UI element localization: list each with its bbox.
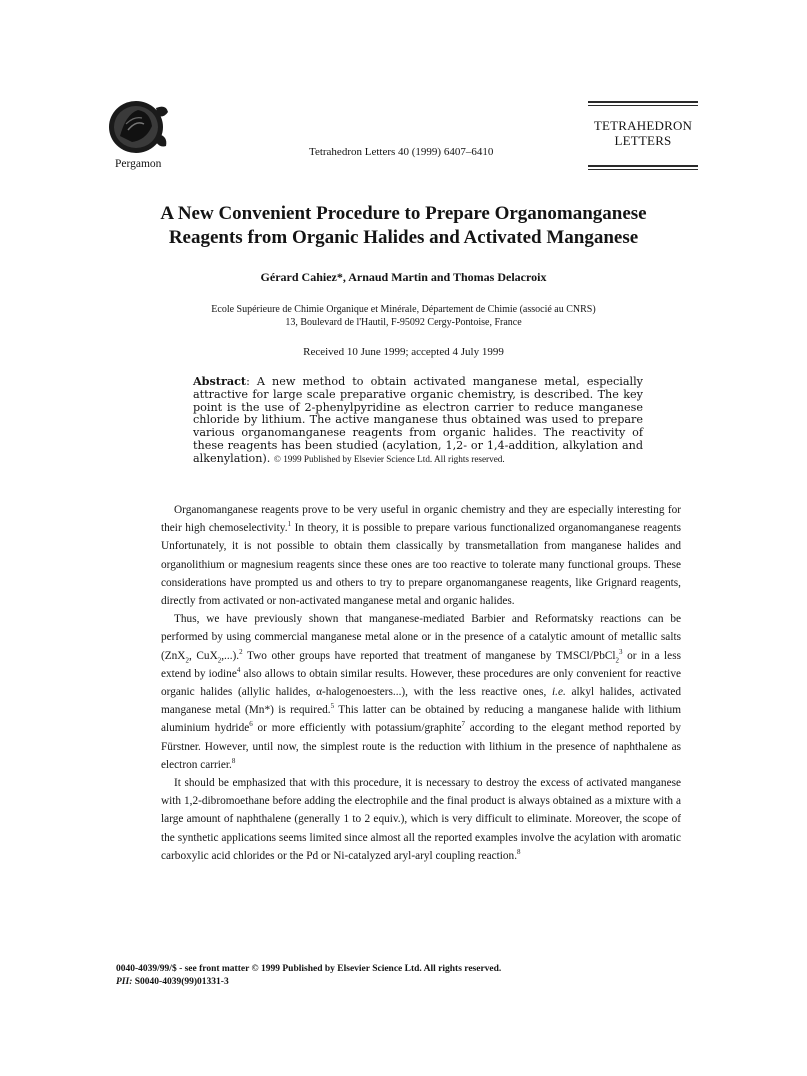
- pii-value: S0040-4039(99)01331-3: [132, 977, 229, 987]
- reference-marker: 2: [239, 647, 243, 656]
- reference-marker: 3: [619, 647, 623, 656]
- abstract-copyright: © 1999 Published by Elsevier Science Ltd. All rights reserved.: [273, 453, 505, 464]
- text-run: Organomanganese reagents prove to be very useful in organic chemistry and they are especially interesting for their high chemoselectivity.: [161, 504, 681, 535]
- reference-marker: 6: [249, 720, 253, 729]
- text-run: It should be emphasized that with this procedure, it is necessary to destroy the excess of activated manganese with 1,2-dibromoethane before adding the electrophile and the final product is always obtained as a mixture with a large amount of naphthalene (generally 1 to 2 equiv.), which is very difficult to eliminate. Moreover, the scope of the synthetic applications seems limited since almost all the reported examples involve the acylation with aromatic carboxylic acid chlorides or the Pd or Ni-catalyzed aryl-aryl coupling reaction.: [161, 777, 681, 862]
- footer: [116, 963, 501, 989]
- text-run: Thus, we have previously shown that manganese-mediated Barbier and Reformatsky reactions can be performed by using commercial manganese metal alone or in the presence of a catalytic amount of metallic salts (ZnX: [161, 613, 681, 662]
- text-run: Two other groups have reported that treatment of manganese by TMSCl/PbCl: [242, 649, 616, 662]
- title-line-1: A New Convenient Procedure to Prepare Organomanganese: [160, 203, 647, 224]
- article-body: [161, 501, 681, 865]
- text-run: alkyl halides, activated manganese metal (Mn*) is required.: [161, 686, 682, 717]
- reference-marker: 1: [287, 520, 292, 529]
- abstract-label: Abstract: [193, 374, 247, 388]
- article-title: [100, 202, 707, 250]
- text-run: also allows to obtain similar results. However, these procedures are only convenient for reactive organic halides (allylic halides, α-halogenoesters...), with the less reactive ones,: [161, 667, 681, 699]
- paragraph-2: [161, 610, 681, 774]
- italic-ie: i.e.: [552, 686, 566, 699]
- reference-marker: 5: [330, 702, 335, 711]
- subscript: 2: [185, 655, 189, 664]
- journal-citation: Tetrahedron Letters 40 (1999) 6407–6410: [309, 146, 494, 158]
- affiliation-line-1: Ecole Supérieure de Chimie Organique et Minérale, Département de Chimie (associé au CNRS): [211, 304, 596, 315]
- abstract-text: : A new method to obtain activated manganese metal, especially attractive for large scale preparative organic chemistry, is described. The key point is the use of 2-phenylpyridine as electron carrier to reduce manganese chloride by lithium. The active manganese thus obtained was used to prepare various organomanganese reagents from organic halides. The reactivity of these reagents has been studied (acylation, 1,2- or 1,4-addition, alkylation and alkenylation).: [193, 375, 643, 465]
- text-run: This latter can be obtained by reducing a manganese halide with lithium aluminium hydride: [161, 704, 681, 735]
- reference-marker: 4: [236, 666, 241, 675]
- reference-marker: 8: [517, 848, 521, 857]
- text-run: or in a less extend by iodine: [161, 649, 681, 680]
- received-dates: Received 10 June 1999; accepted 4 July 1999: [303, 346, 504, 358]
- text-run: according to the elegant method reported by Fürstner. However, until now, the simplest route is the reduction with lithium in the presence of naphthalene as electron carrier.: [161, 722, 681, 771]
- footer-pii: [116, 976, 501, 989]
- affiliation-line-2: 13, Boulevard de l'Hautil, F-95092 Cergy-Pontoise, France: [285, 317, 522, 328]
- journal-name: [588, 118, 698, 148]
- reference-marker: 8: [231, 757, 236, 766]
- paragraph-1: [161, 501, 681, 610]
- text-run: , CuX: [188, 649, 218, 662]
- header-rule-bottom: [588, 165, 698, 167]
- header-rule-top-2: [588, 105, 698, 106]
- subscript: 2: [217, 655, 222, 664]
- reference-marker: 7: [461, 720, 465, 729]
- publisher-name: Pergamon: [115, 158, 162, 170]
- subscript: 2: [615, 655, 620, 664]
- header-rule-top: [588, 101, 698, 103]
- paragraph-3: [161, 774, 681, 865]
- affiliation: [100, 303, 707, 329]
- journal-name-line2: LETTERS: [614, 133, 672, 148]
- pii-label: PII:: [116, 977, 133, 987]
- journal-name-line1: TETRAHEDRON: [593, 118, 693, 133]
- text-run: In theory, it is possible to prepare various functionalized organomanganese reagents Unfortunately, it is not possible to obtain them classically by transmetallation from manganese halides and organolithium or magnesium reagents since these ones are too reactive to tolerate many functional groups. These considerations have prompted us and others to try to prepare organomanganese reagents, like Grignard reagents, directly from activated or non-activated manganese metal and organic halides.: [161, 522, 681, 608]
- title-line-2: Reagents from Organic Halides and Activated Manganese: [168, 227, 639, 248]
- author-list: Gérard Cahiez*, Arnaud Martin and Thomas Delacroix: [260, 270, 547, 284]
- text-run: or more efficiently with potassium/graphite: [252, 722, 462, 735]
- footer-copyright: 0040-4039/99/$ - see front matter © 1999 Published by Elsevier Science Ltd. All rights reserved.: [116, 964, 502, 974]
- elsevier-tree-logo-icon: [106, 96, 172, 158]
- text-run: ,...).: [221, 649, 240, 662]
- abstract: [193, 375, 643, 466]
- header-rule-bottom-2: [588, 169, 698, 170]
